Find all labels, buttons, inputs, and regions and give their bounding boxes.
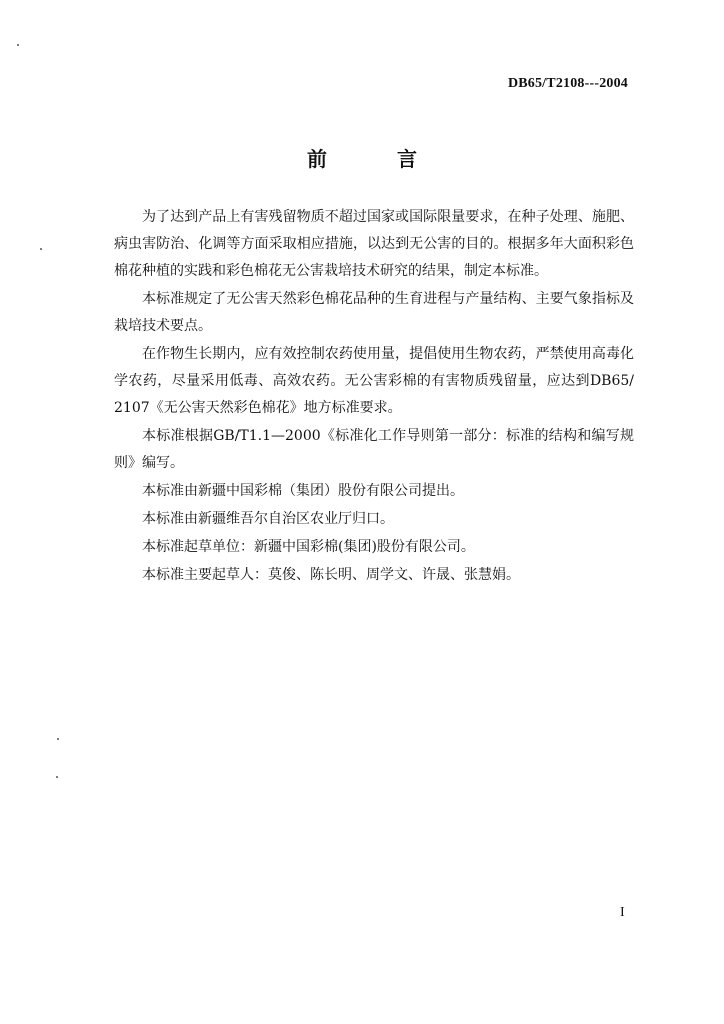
foreword-body [114,204,634,590]
paragraph-scope: 本标准规定了无公害天然彩色棉花品种的生育进程与产量结构、主要气象指标及栽培技术要点。 [114,291,634,334]
scan-speck [40,248,42,250]
document-number: DB65/T2108---2004 [507,76,628,91]
paragraph-purpose: 为了达到产品上有害残留物质不超过国家或国际限量要求，在种子处理、施肥、病虫害防治、化调等方面采取相应措施，以达到无公害的目的。根据多年大面积彩色棉花种植的实践和彩色棉花无公害栽培技术研究的结果，制定本标准。 [114,209,634,279]
paragraph-drafters: 本标准主要起草人：莫俊、陈长明、周学文、许晟、张慧娟。 [142,567,520,583]
paragraph-administrator: 本标准由新疆维吾尔自治区农业厅归口。 [142,511,394,527]
page-title: 前言 [307,147,487,171]
paragraph-drafting-unit: 本标准起草单位：新疆中国彩棉(集团)股份有限公司。 [142,539,475,555]
scan-speck [17,44,19,46]
paragraph-pesticide: 在作物生长期内，应有效控制农药使用量，提倡使用生物农药，严禁使用高毒化学农药，尽量采用低毒、高效农药。无公害彩棉的有害物质残留量，应达到DB65/ 2107《无公害天然彩色棉花》地方标准要求。 [114,346,634,416]
paragraph-drafting-rules: 本标准根据GB/T1.1—2000《标准化工作导则第一部分：标准的结构和编写规则》编写。 [114,428,634,471]
paragraph-proposer: 本标准由新疆中国彩棉（集团）股份有限公司提出。 [142,483,464,499]
scan-speck [57,738,59,740]
scan-speck [56,776,58,778]
page-number: I [620,905,625,920]
